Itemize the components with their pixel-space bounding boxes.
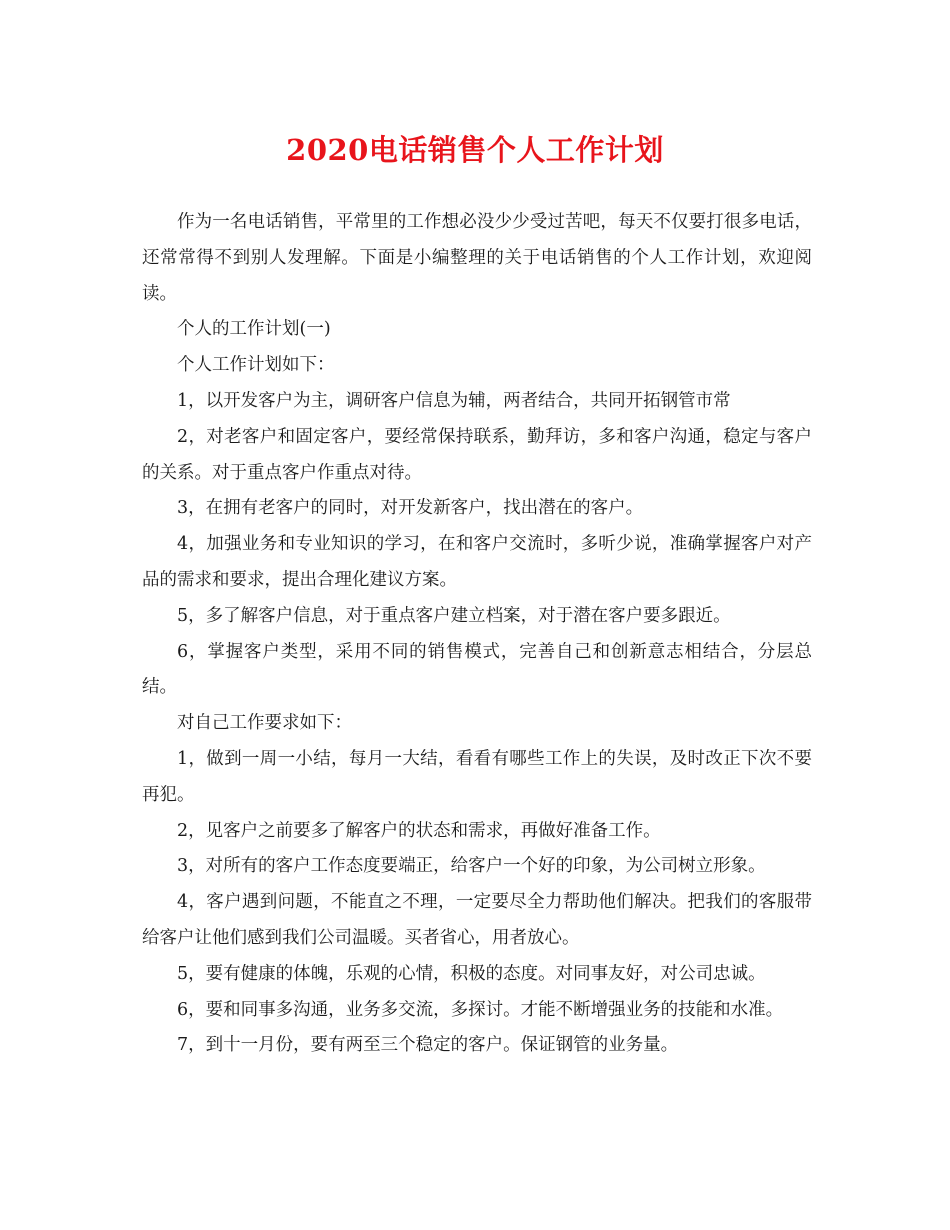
plan-item: 6，掌握客户类型，采用不同的销售模式，完善自己和创新意志相结合，分层总结。 (142, 641, 812, 698)
subheading-plan: 个人工作计划如下： (177, 355, 335, 376)
intro-paragraph: 作为一名电话销售，平常里的工作想必没少少受过苦吧，每天不仅要打很多电话，还常常得不到别人发理解。下面是小编整理的关于电话销售的个人工作计划，欢迎阅读。 (142, 212, 812, 304)
requirement-item: 5，要有健康的体魄，乐观的心情，积极的态度。对同事友好，对公司忠诚。 (177, 963, 766, 984)
section-heading-plan-one: 个人的工作计划(一) (177, 319, 331, 340)
document-title: 2020电话销售个人工作计划 (286, 133, 664, 167)
plan-item: 2，对老客户和固定客户，要经常保持联系，勤拜访，多和客户沟通，稳定与客户的关系。对于重点客户作重点对待。 (142, 426, 812, 483)
requirement-item: 7，到十一月份，要有两至三个稳定的客户。保证钢管的业务量。 (177, 1035, 679, 1056)
plan-item: 5，多了解客户信息，对于重点客户建立档案，对于潜在客户要多跟近。 (177, 605, 731, 626)
requirement-item: 1，做到一周一小结，每月一大结，看看有哪些工作上的失误，及时改正下次不要再犯。 (142, 748, 812, 805)
requirement-item: 3，对所有的客户工作态度要端正，给客户一个好的印象，为公司树立形象。 (177, 856, 766, 877)
document-body (142, 205, 812, 1064)
requirement-item: 6，要和同事多沟通，业务多交流，多探讨。才能不断增强业务的技能和水准。 (177, 999, 784, 1020)
subheading-requirements: 对自己工作要求如下： (177, 713, 352, 734)
plan-item: 1，以开发客户为主，调研客户信息为辅，两者结合，共同开拓钢管市常 (177, 390, 731, 411)
plan-item: 4，加强业务和专业知识的学习，在和客户交流时，多听少说，准确掌握客户对产品的需求和要求，提出合理化建议方案。 (142, 534, 812, 590)
requirement-item: 2，见客户之前要多了解客户的状态和需求，再做好准备工作。 (177, 820, 661, 841)
plan-item: 3，在拥有老客户的同时，对开发新客户，找出潜在的客户。 (177, 498, 644, 519)
requirement-item: 4，客户遇到问题，不能直之不理，一定要尽全力帮助他们解决。把我们的客服带给客户让他们感到我们公司温暖。买者省心，用者放心。 (142, 892, 812, 948)
